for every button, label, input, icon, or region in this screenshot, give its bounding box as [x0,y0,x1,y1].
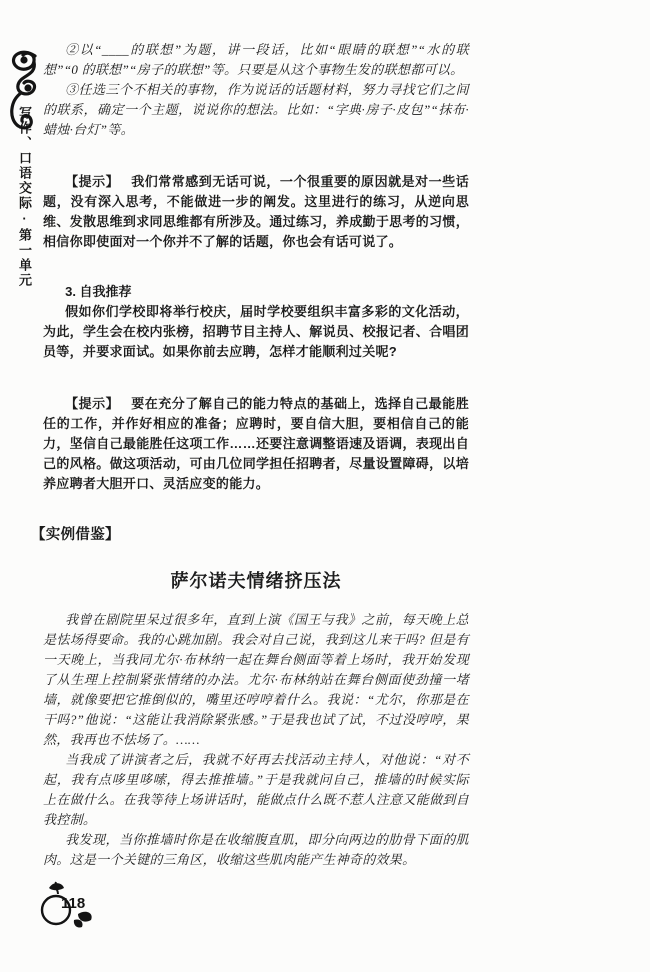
article-paragraph: 我发现，当你推墙时你是在收缩腹直肌，即分向两边的肋骨下面的肌肉。这是一个关键的三角区，收缩这些肌肉能产生神奇的效果。 [43,832,469,867]
article-paragraph: 当我成了讲演者之后，我就不好再去找活动主持人，对他说：“对不起，我有点哆里哆嗦，得去推推墙。”于是我就问自己，推墙的时候实际上在做什么。在我等待上场讲话时，能做点什么既不惹人注意又能做到自我控制。 [43,752,469,827]
hint-label: 【提示】 [65,396,120,411]
example-reference-header: 【实例借鉴】 [31,527,120,543]
exercise-paragraph-3: ③任选三个不相关的事物，作为说话的话题材料，努力寻找它们之间的联系，确定一个主题，说说你的想法。比如：“字典·房子·皮包”“抹布·蜡烛·台灯”等。 [43,82,469,137]
hint-block-1 [43,172,469,252]
page-number-ornament-icon [34,880,104,932]
article-paragraph: 我曾在剧院里呆过很多年，直到上演《国王与我》之前，每天晚上总是怯场得要命。我的心跳加剧。我会对自己说，我到这儿来干吗? 但是有一天晚上，当我同尤尔·布林纳一起在舞台侧面等着上场时，我开始发现了从生理上控制紧张情绪的办法。尤尔·布林纳站在舞台侧面使劲撞一堵墙，就像要把它推倒似的，嘴里还哼哼着什么。我说：“尤尔，你那是在干吗?”他说：“这能让我消除紧张感。”于是我也试了试，不过没哼哼，果然，我再也不怯场了。…… [43,612,469,747]
hint-block-2 [43,394,469,494]
sidebar-unit-caption: 写作、口语交际·第一单元 [17,106,32,288]
article-title: 萨尔诺夫情绪挤压法 [170,571,342,591]
main-content [31,40,469,870]
section-paragraph: 假如你们学校即将举行校庆，届时学校要组织丰富多彩的文化活动，为此，学生会在校内张榜，招聘节目主持人、解说员、校报记者、合唱团员等，并要求面试。如果你前去应聘，怎样才能顺利过关呢? [43,304,469,359]
page-number: 118 [61,895,86,912]
hint-text: 我们常常感到无话可说，一个很重要的原因就是对一些话题，没有深入思考，不能做进一步的阐发。这里进行的练习，从逆向思维、发散思维到求同思维都有所涉及。通过练习，养成勤于思考的习惯，相信你即使面对一个你并不了解的话题，你也会有话可说了。 [43,174,469,249]
hint-text: 要在充分了解自己的能力特点的基础上，选择自己最能胜任的工作，并作好相应的准备；应聘时，要自信大胆，要相信自己的能力，坚信自己最能胜任这项工作……还要注意调整语速及语调，表现出自己的风格。做这项活动，可由几位同学担任招聘者，尽量设置障碍，以培养应聘者大胆开口、灵活应变的能力。 [43,396,469,491]
hint-label: 【提示】 [65,174,120,189]
section-heading: 3. 自我推荐 [65,284,132,299]
exercise-paragraph-2: ②以“____的联想”为题，讲一段话，比如“眼睛的联想”“水的联想”“0 的联想”“房子的联想”等。只要是从这个事物生发的联想都可以。 [43,42,469,77]
